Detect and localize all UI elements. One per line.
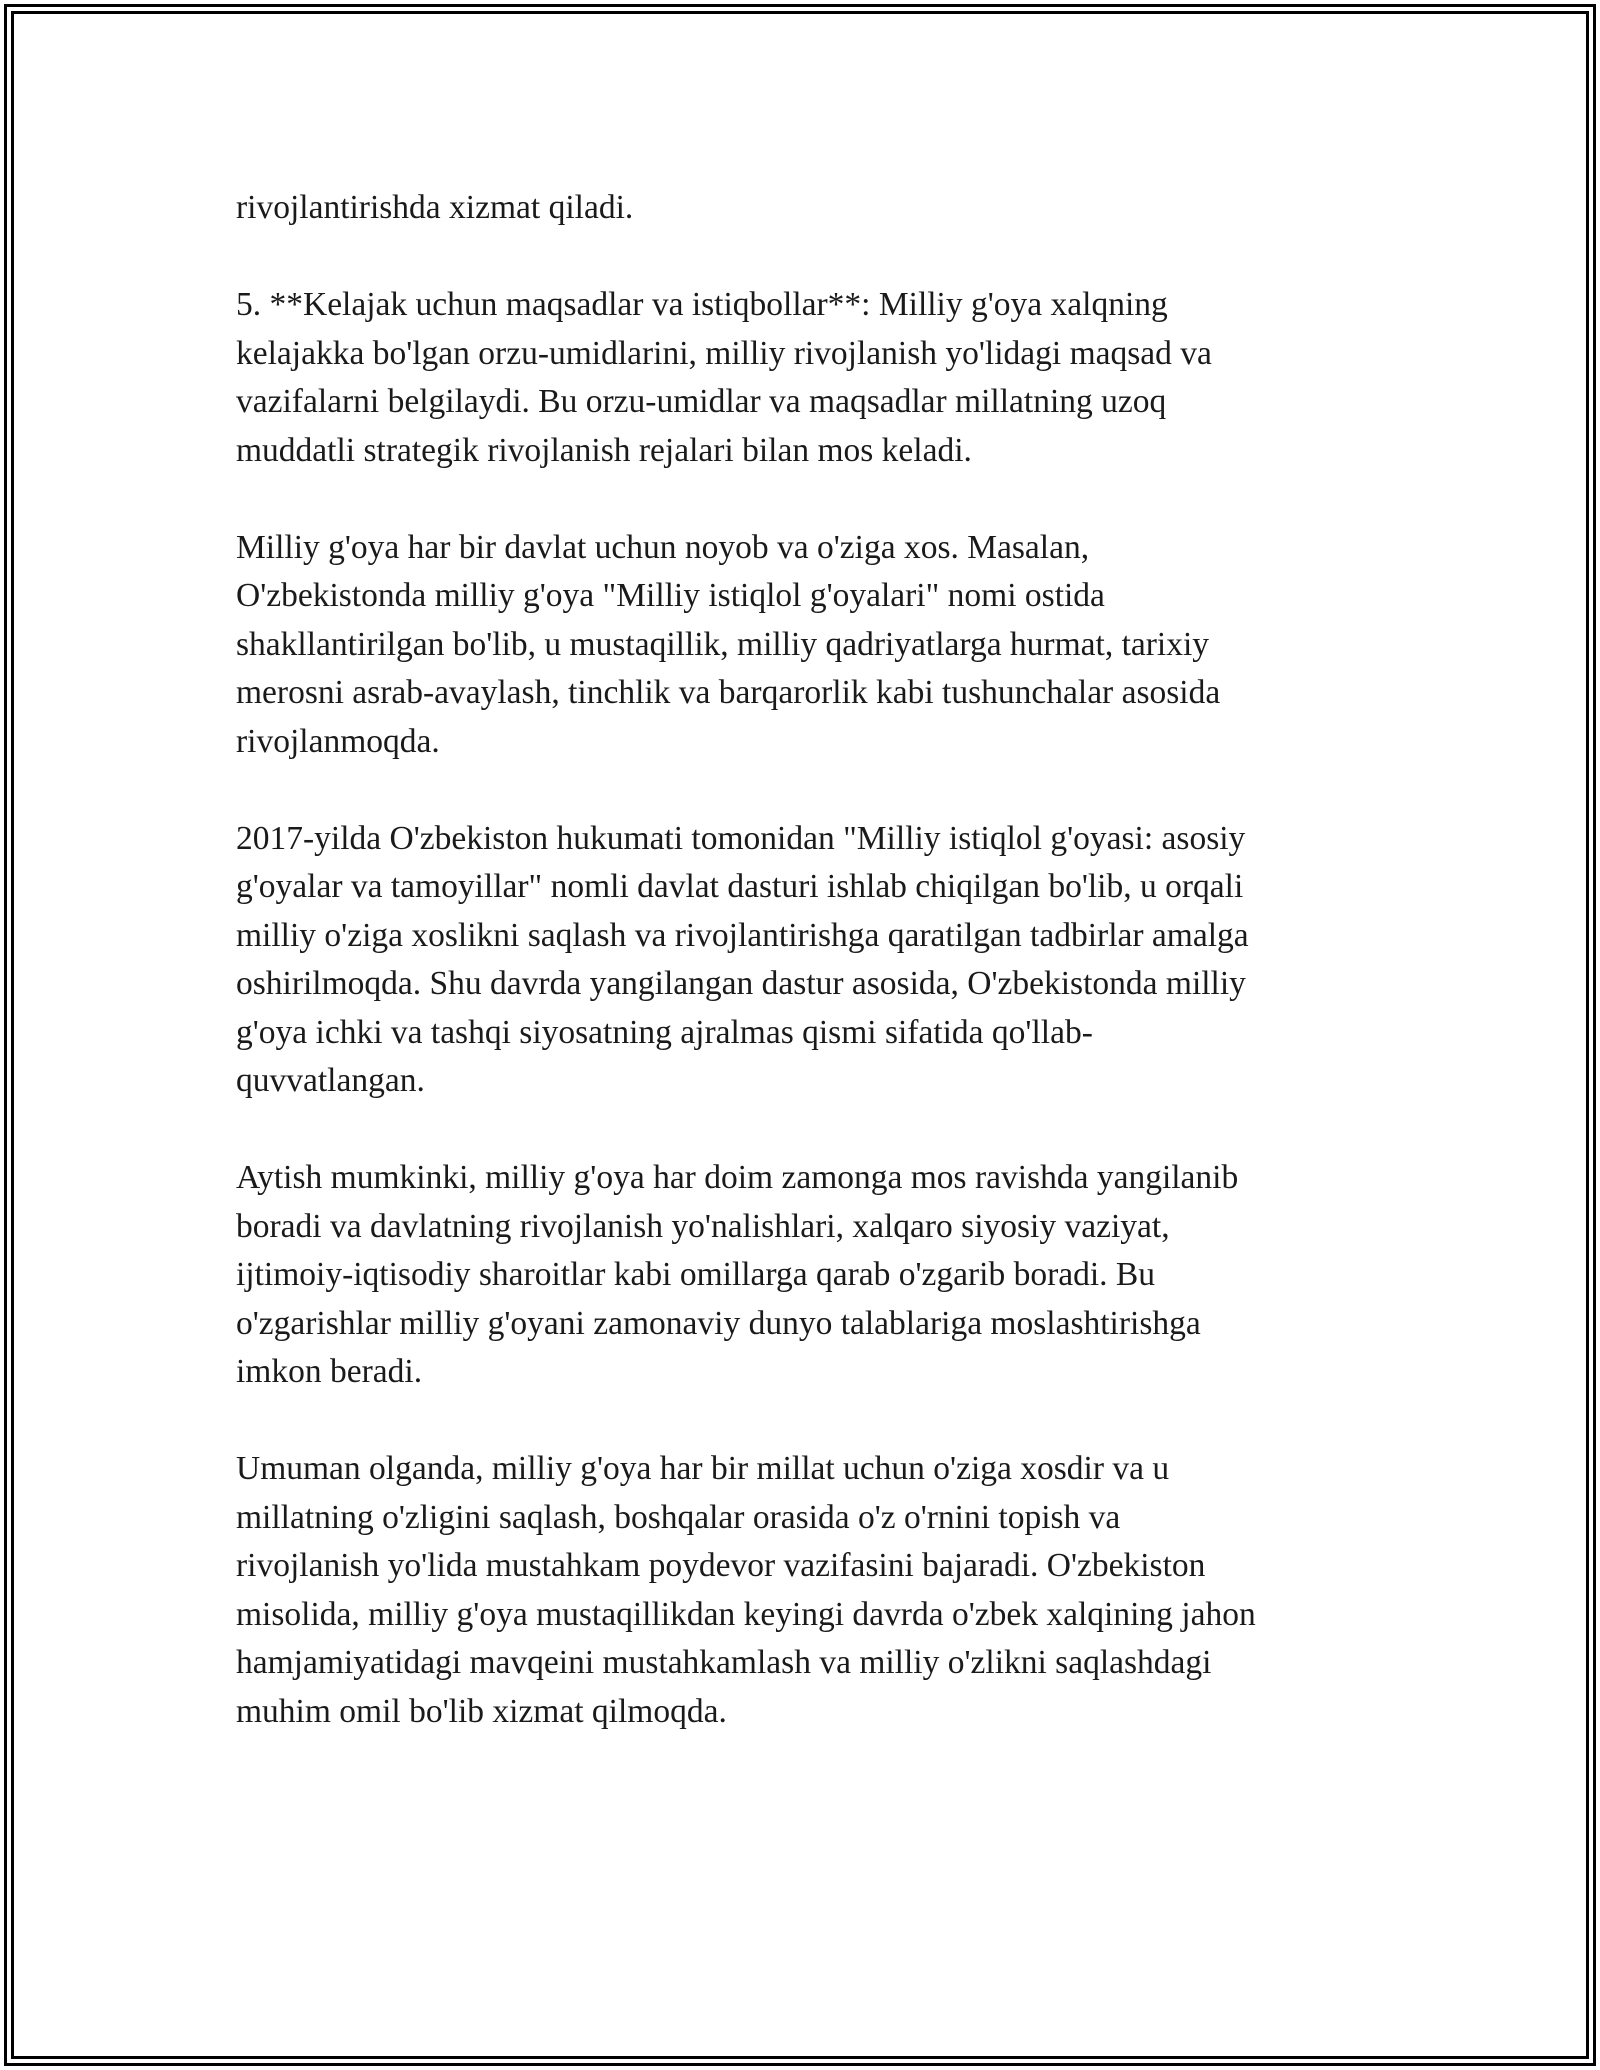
- paragraph-future-goals: 5. **Kelajak uchun maqsadlar va istiqbollar**: Milliy g'oya xalqning kelajakka bo'lgan orzu-umidlarini, milliy rivojlanish yo'lidagi maqsad va vazifalarni belgilaydi. Bu orzu-umidlar va maqsadlar millatning uzoq muddatli strategik rivojlanish rejalari bilan mos keladi.: [236, 286, 1212, 469]
- paragraph-2017-program: 2017-yilda O'zbekiston hukumati tomonidan "Milliy istiqlol g'oyasi: asosiy g'oyalar va tamoyillar" nomli davlat dasturi ishlab chiqilgan bo'lib, u orqali milliy o'ziga xoslikni saqlash va rivojlantirishga qaratilgan tadbirlar amalga oshirilmoqda. Shu davrda yangilangan dastur asosida, O'zbekistonda milliy g'oya ichki va tashqi siyosatning ajralmas qismi sifatida qo'llab- quvvatlangan.: [236, 819, 1249, 1099]
- paragraph-continuation: rivojlantirishda xizmat qiladi.: [236, 189, 634, 226]
- document-body: [236, 184, 1376, 1785]
- paragraph-conclusion: Umuman olganda, milliy g'oya har bir millat uchun o'ziga xosdir va u millatning o'zligini saqlash, boshqalar orasida o'z o'rnini topish va rivojlanish yo'lida mustahkam poydevor vazifasini bajaradi. O'zbekiston misolida, milliy g'oya mustaqillikdan keyingi davrda o'zbek xalqining jahon hamjamiyatidagi mavqeini mustahkamlash va milliy o'zlikni saqlashdagi muhim omil bo'lib xizmat qilmoqda.: [236, 1450, 1256, 1730]
- paragraph-national-idea-uniqueness: Milliy g'oya har bir davlat uchun noyob va o'ziga xos. Masalan, O'zbekistonda milliy g'oya "Milliy istiqlol g'oyalari" nomi ostida shakllantirilgan bo'lib, u mustaqillik, milliy qadriyatlarga hurmat, tarixiy merosni asrab-avaylash, tinchlik va barqarorlik kabi tushunchalar asosida rivojlanmoqda.: [236, 528, 1221, 760]
- paragraph-renewal: Aytish mumkinki, milliy g'oya har doim zamonga mos ravishda yangilanib boradi va davlatning rivojlanish yo'nalishlari, xalqaro siyosiy vaziyat, ijtimoiy-iqtisodiy sharoitlar kabi omillarga qarab o'zgarib boradi. Bu o'zgarishlar milliy g'oyani zamonaviy dunyo talablariga moslashtirishga imkon beradi.: [236, 1159, 1239, 1390]
